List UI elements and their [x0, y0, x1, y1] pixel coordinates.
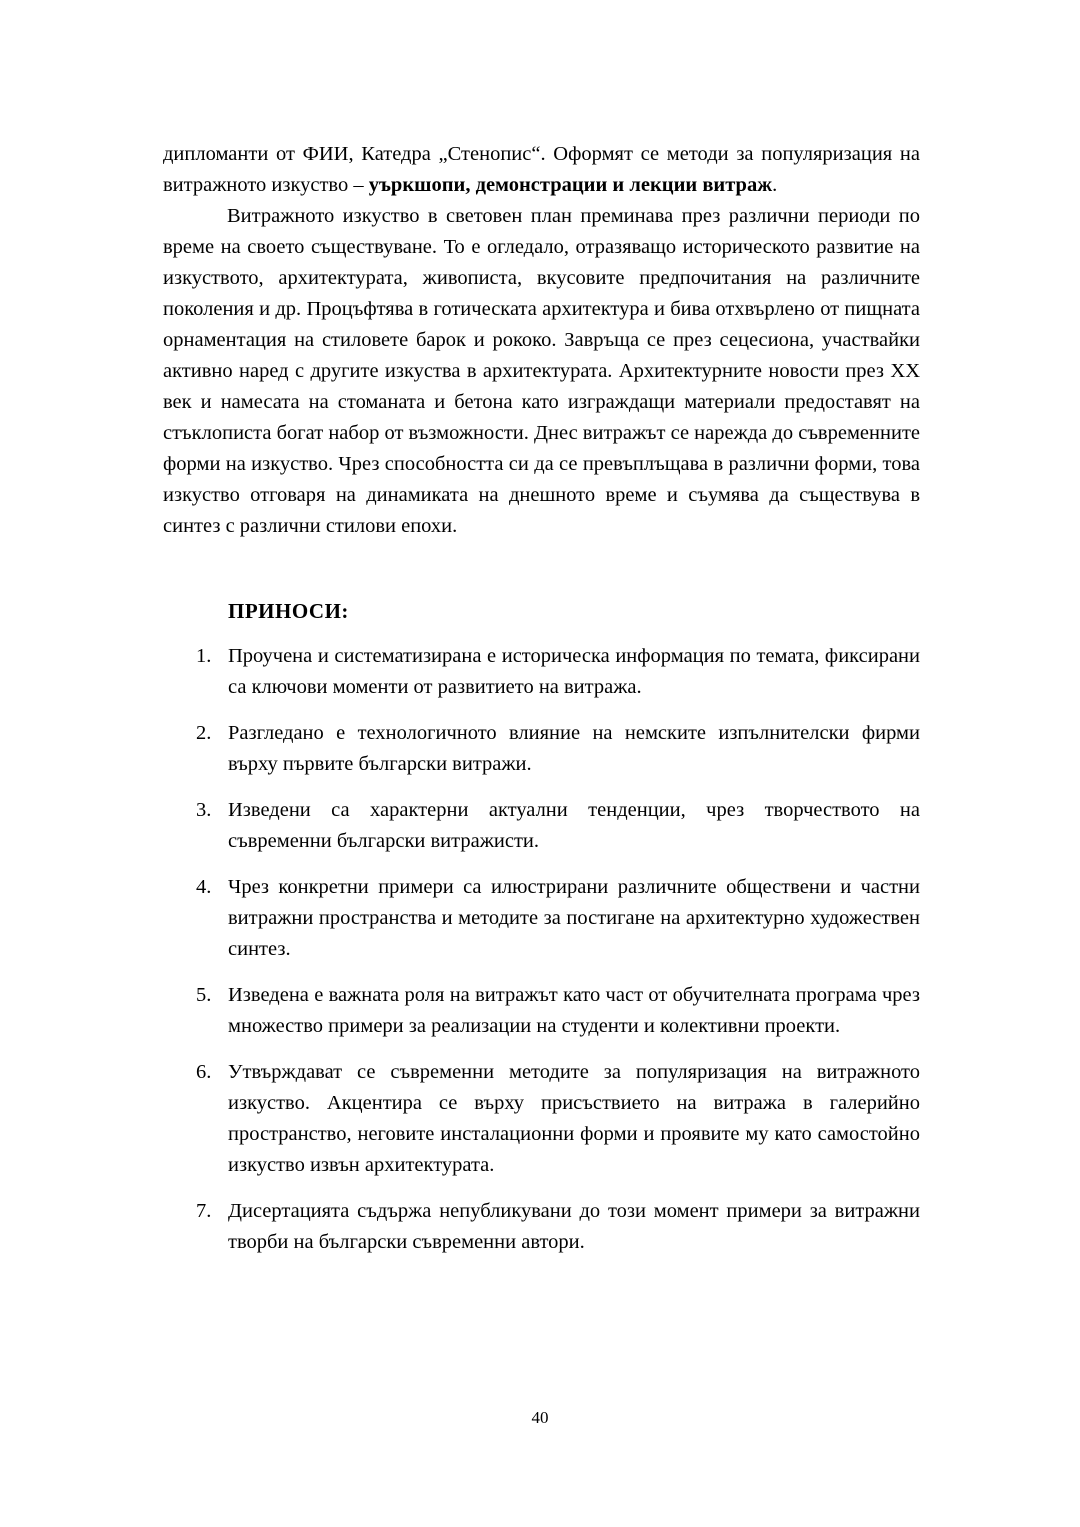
list-item-text: Разгледано е технологичното влияние на немските изпълнителски фирми върху първите български витражи.	[228, 722, 920, 775]
page-number: 40	[531, 1408, 549, 1427]
list-item-text: Утвърждават се съвременни методите за популяризация на витражното изкуство. Акцентира се върху присъствието на витража в галерийно пространство, неговите инсталационни форми и проявите му като самостойно изкуство извън архитектурата.	[228, 1061, 920, 1176]
list-item	[196, 718, 920, 780]
list-item-number: 5.	[196, 984, 212, 1006]
list-item-number: 4.	[196, 876, 212, 898]
list-item-number: 1.	[196, 645, 212, 667]
list-item-number: 6.	[196, 1061, 212, 1083]
list-item-text: Чрез конкретни примери са илюстрирани различните обществени и частни витражни пространства и методите за постигане на архитектурно художествен синтез.	[228, 876, 920, 960]
page-content	[163, 139, 920, 1258]
paragraph-text-tail: .	[772, 174, 778, 196]
list-item-text: Изведена е важната роля на витражът като част от обучителната програма чрез множество примери за реализации на студенти и колективни проекти.	[228, 984, 920, 1037]
list-item	[196, 980, 920, 1042]
contributions-heading: ПРИНОСИ:	[228, 599, 349, 623]
list-item	[196, 795, 920, 857]
list-item-text: Дисертацията съдържа непубликувани до този момент примери за витражни творби на български съвременни автори.	[228, 1200, 920, 1253]
list-item	[196, 641, 920, 703]
list-item-number: 2.	[196, 722, 212, 744]
paragraph-text: дипломанти от ФИИ, Катедра „Стенопис“. Оформят се методи за популяризация на витражното изкуство –	[163, 143, 920, 196]
list-item	[196, 872, 920, 965]
list-item-text: Проучена и систематизирана е историческа информация по темата, фиксирани са ключови моменти от развитието на витража.	[228, 645, 920, 698]
list-item	[196, 1057, 920, 1181]
bold-phrase: уъркшопи, демонстрации и лекции витраж	[368, 174, 773, 196]
list-item-text: Изведени са характерни актуални тенденции, чрез творчеството на съвременни български витражисти.	[228, 799, 920, 852]
list-item-number: 3.	[196, 799, 212, 821]
paragraph-continuation	[163, 139, 920, 201]
paragraph-history: Витражното изкуство в световен план преминава през различни периоди по време на своето съществуване. То е огледало, отразяващо историческото развитие на изкуството, архитектурата, живописта, вкусовите предпочитания на различните поколения и др. Процъфтява в готическата архитектура и бива отхвърлено от пищната орнаментация на стиловете барок и рококо. Завръща се през сецесиона, участвайки активно наред с другите изкуства в архитектурата. Архитектурните новости през ХХ век и намесата на стоманата и бетона като изграждащи материали предоставят на стъклописта богат набор от възможности. Днес витражът се нарежда до съвременните форми на изкуство. Чрез способността си да се превъплъщава в различни форми, това изкуство отговаря на динамиката на днешното време и съумява да съществува в синтез с различни стилови епохи.	[163, 205, 920, 537]
list-item	[196, 1196, 920, 1258]
contributions-list	[196, 641, 920, 1258]
list-item-number: 7.	[196, 1200, 212, 1222]
